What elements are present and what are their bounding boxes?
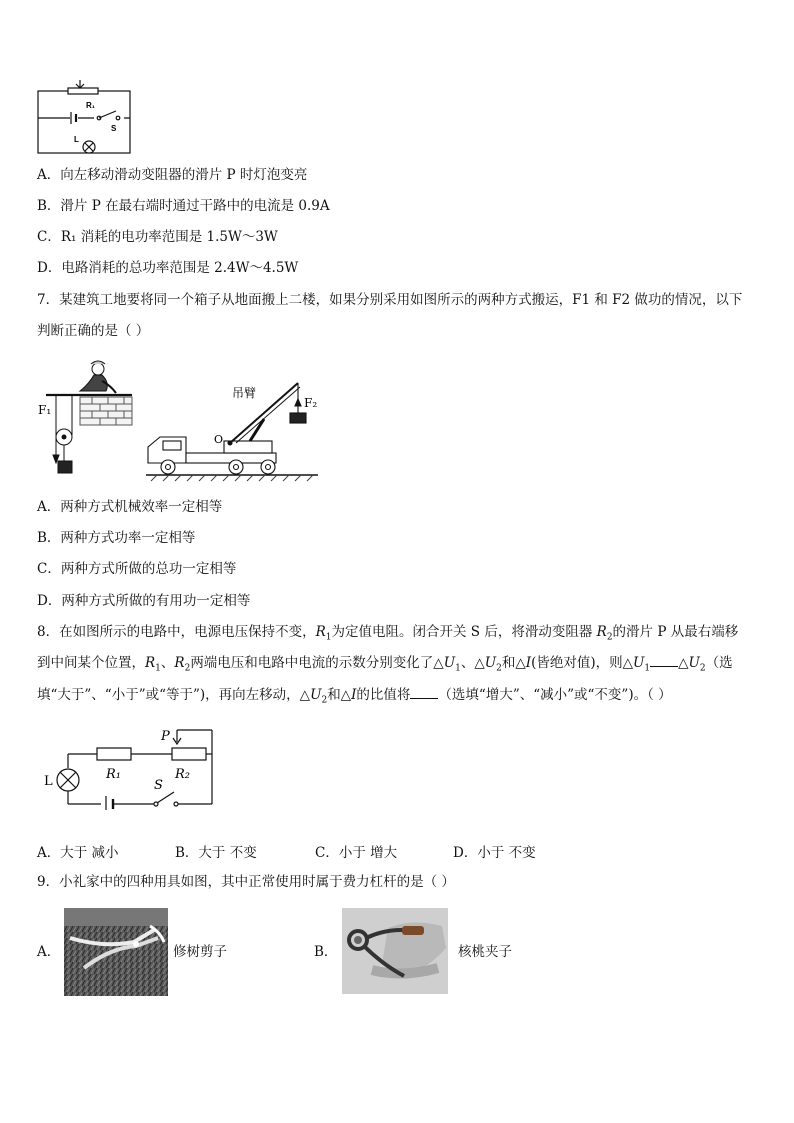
- q8-circuit-label-r2: R₂: [175, 767, 190, 782]
- q9-option-a-letter: A．: [37, 944, 61, 960]
- q8-circuit-label-l: L: [44, 774, 53, 789]
- q7-label-f2: F₂: [304, 396, 318, 410]
- q7-stem-line1: 7．某建筑工地要将同一个箱子从地面搬上二楼，如果分别采用如图所示的两种方式搬运，F1 和 F2 做功的情况，以下: [37, 292, 743, 308]
- q7-label-f1: F₁: [38, 403, 52, 417]
- q9-photo-pruning-shears: [64, 908, 168, 996]
- q7-option-a: A．两种方式机械效率一定相等: [37, 499, 223, 515]
- q8-stem-line3: 填“大于”、“小于”或“等于”)，再向左移动，$\triangle U_2$和△I的比值将 （选填“增大”、“减小”或“不变”)。（ ）: [37, 687, 672, 706]
- q9-option-a-caption: 修树剪子: [173, 944, 227, 960]
- q6-option-a: A．向左移动滑动变阻器的滑片 P 时灯泡变亮: [37, 167, 308, 183]
- q8-stem-line1: 8．在如图所示的电路中，电源电压保持不变，$R_1$为定值电阻。闭合开关 S 后，将滑动变阻器 $R_2$的滑片 P 从最右端移: [37, 624, 739, 643]
- q6-circuit-diagram: [34, 78, 134, 158]
- q6-circuit-label-r1: R₁: [86, 101, 96, 110]
- q7-stem-line2: 判断正确的是（ ）: [37, 323, 150, 339]
- q8-blank-2: [410, 685, 438, 699]
- q6-option-d: D．电路消耗的总功率范围是 2.4W～4.5W: [37, 260, 299, 276]
- q7-figure: [36, 355, 326, 485]
- q8-circuit-diagram: [42, 722, 222, 810]
- q6-circuit-label-l: L: [74, 135, 79, 144]
- q8-option-a: A．大于 减小: [37, 845, 119, 861]
- q8-option-b: B．大于 不变: [175, 845, 257, 861]
- q8-option-d: D．小于 不变: [453, 845, 536, 861]
- q6-option-c: C．R₁ 消耗的电功率范围是 1.5W～3W: [37, 229, 278, 245]
- q8-circuit-label-r1: R₁: [106, 767, 121, 782]
- pulley-scene: [46, 361, 132, 473]
- q6-circuit-label-s: S: [111, 124, 117, 133]
- q7-option-b: B．两种方式功率一定相等: [37, 530, 196, 546]
- q7-option-c: C．两种方式所做的总功一定相等: [37, 561, 237, 577]
- q8-option-c: C．小于 增大: [315, 845, 398, 861]
- q9-option-b-letter: B．: [314, 944, 338, 960]
- q8-stem-line2: 到中间某个位置，$R_1$、$R_2$两端电压和电路中电流的示数分别变化了$\triangle U_1$、$\triangle U_2$和△I(皆绝对值)，则$\triangle U_1$ $\triangle U_2$（选: [37, 655, 733, 674]
- q7-label-crane: 吊臂: [232, 386, 257, 400]
- q8-circuit-label-s: S: [154, 778, 163, 793]
- q9-photo-nutcracker: [342, 908, 448, 994]
- q7-label-o: O: [214, 433, 224, 446]
- q7-option-d: D．两种方式所做的有用功一定相等: [37, 593, 251, 609]
- q9-stem: 9．小礼家中的四种用具如图，其中正常使用时属于费力杠杆的是（ ）: [37, 874, 455, 890]
- q9-option-b-caption: 核桃夹子: [458, 944, 512, 960]
- q8-blank-1: [650, 653, 678, 667]
- q6-option-b: B．滑片 P 在最右端时通过干路中的电流是 0.9A: [37, 198, 330, 214]
- q8-circuit-label-p: P: [161, 729, 170, 744]
